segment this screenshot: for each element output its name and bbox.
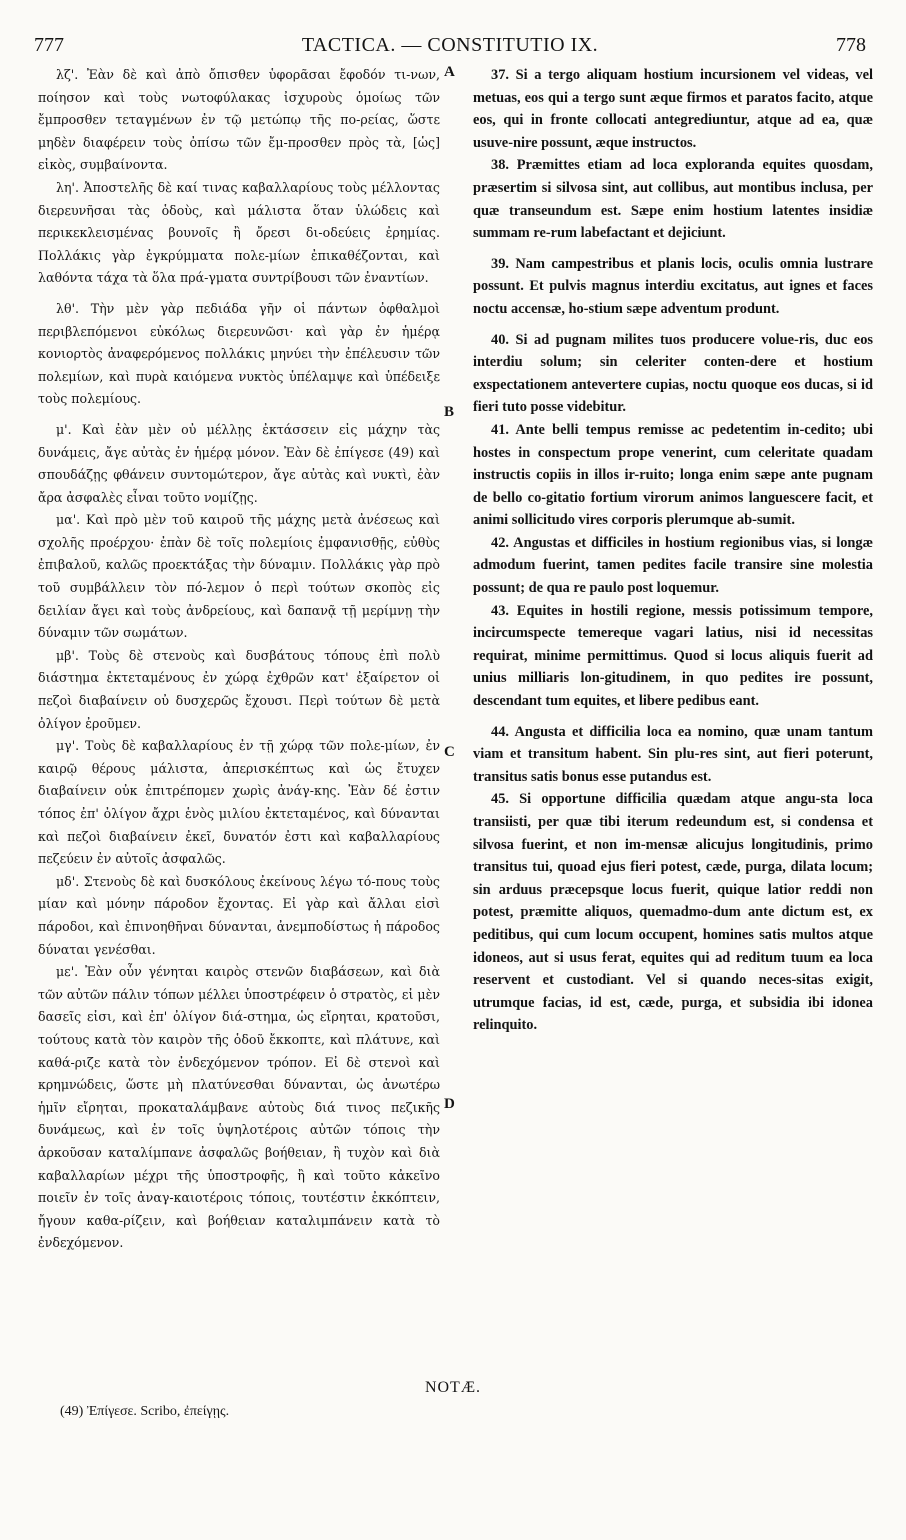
greek-paragraph-43: μγ'. Τοὺς δὲ καβαλλαρίους ἐν τῇ χώρᾳ τῶν πολε-μίων, ἐν καιρῷ θέρους μάλιστα, ἀπερισκέπτως καὶ ὡς ἔτυχεν διαβαίνειν οὐκ ἐπιτρέπομεν χωρὶς ἀνάγ-κης. Ἐὰν δέ ἐστιν τόπος ἐπ' ὀλίγον ἄχρι ἑνὸς μιλίου ἐκτεταμένος, καὶ δύνανται καὶ πεζοὶ διαβαίνειν ἐκεῖ, δυνατόν ἐστι καὶ καβαλλαρίους πεζεύειν ἐν αὐτοῖς ἀσφαλῶς. [38,738,440,867]
greek-paragraph-39: λθ'. Τὴν μὲν γὰρ πεδιάδα γῆν οἱ πάντων ὀφθαλμοὶ περιβλεπόμενοι εὐκόλως διερευνῶσι· καὶ γὰρ ἐν ἡμέρᾳ κονιορτὸς ἀναφερόμενος πολλάκις μηνύει τὴν ἐπέλευσιν τῶν πολεμίων, καὶ πυρὰ καιόμενα νυκτὸς ὑπέλαμψε καὶ ὑπέδειξε τοὺς πολεμίους. [38,300,440,407]
greek-paragraph-41: μα'. Καὶ πρὸ μὲν τοῦ καιροῦ τῆς μάχης μετὰ ἀνέσεως καὶ σχολῆς προέρχου· ἐπὰν δὲ τοῖς πολεμίοις ἐμφανισθῇς, εὐθὺς ἐπιβαλοῦ, καλῶς προεκτάξας τὴν δύναμιν. Πολλάκις γὰρ πρὸ τοῦ συμβάλλειν τὸν πό-λεμον ὁ περὶ τούτων σκοπὸς εἰς δειλίαν ἄγει καὶ τοὺς ἀνδρείους, καὶ δαπανᾷ τῇ μερίμνῃ τὴν δύναμιν τῶν σωμάτων. [38,512,440,641]
latin-paragraph-40: 40. Si ad pugnam milites tuos producere volue-ris, duc eos interdiu solum; sin celeriter conten-dere et hostium exspectationem antevertere cupias, noctu quoque eos ducas, si id fieri tuto posse videbitur. [473,331,873,416]
greek-paragraph-45: με'. Ἐὰν οὖν γένηται καιρὸς στενῶν διαβάσεων, καὶ διὰ τῶν αὐτῶν πάλιν τόπων μέλλει ὑποστρέφειν ὁ στρατὸς, εἰ μὲν δασεῖς εἰσι, καὶ ἐπ' ὀλίγον διά-στημα, ὡς εἴρηται, κρατοῦσι, τούτους κατὰ τὸν καιρὸν τῆς ὁδοῦ ἔκκοπτε, καὶ πλάτυνε, καὶ καθά-ριζε κατὰ τὸν ἐνδεχόμενον τρόπον. Εἰ δὲ στενοὶ καὶ κρημνώδεις, ὥστε μὴ πλατύνεσθαι δύνανται, ὡς ἀνωτέρω ἡμῖν εἴρηται, προκαταλάμβανε αὐτοὺς διά τινος πεζικῆς δυνάμεως, καὶ ἐν τοῖς ὑψηλοτέροις αὐτῶν τόποις τὴν ἀρκοῦσαν καταλίμπανε ἀσφαλῶς βοήθειαν, ἢ τυχὸν καὶ διὰ καβαλλαρίων μέχρι τῆς ὑποστροφῆς, ἢ καὶ τοῦτο κἀκεῖνο ποιεῖν ἐν τοῖς ἀναγ-καιοτέροις τόποις, τουτέστιν ἐκκόπτειν, ἤγουν καθα-ρίζειν, καὶ βοήθειαν καταλιμπάνειν κατὰ τὸ ἐνδεχόμενον. [38,964,440,1251]
latin-paragraph-38: 38. Præmittes etiam ad loca exploranda equites quosdam, præsertim si silvosa sint, aut collibus, aut montibus inclusa, per quæ transeundum est. Sæpe enim hostium latentes insidiæ summam re-rum labefactant et dejiciunt. [473,157,873,242]
margin-marker-a: A [444,64,455,80]
greek-paragraph-37: λζ'. Ἐὰν δὲ καὶ ἀπὸ ὄπισθεν ὑφορᾶσαι ἔφοδόν τι-νων, ποίησον καὶ τοὺς νωτοφύλακας ἰσχυροὺς ὁμοίως τῶν ἔμπροσθεν τεταγμένων ἐν τῷ μετώπῳ τῆς πο-ρείας, ὥστε μηδὲν διαφέρειν τοὺς ὀπίσω τῶν ἔμ-προσθεν πρὸς τὰ, [ὡς] εἰκὸς, συμβαίνοντα. [38,67,440,173]
latin-paragraph-45: 45. Si opportune difficilia quædam atque angu-sta loca transiisti, per quæ tibi iterum redeundum est, si condensa et silvosa fuerint, et non im-mensæ alicujus longitudinis, primo transitus tui, quoad ejus fieri potest, cæde, purga, dilata locum; sin arduus præcepsque locus fuerit, quique latior reddi non potest, præmitte aliquos, quemadmo-dum ante dictum est, ex peditibus, qui cum locum occupent, homines satis multos atque idoneos, aut si usus ferat, equites qui ad reditum tuum ea loca reservent et custodiant. Vel si quando neces-sitas exigit, utrumque facias, id est, cæde, purga, et subsidia ibi idonea relinquito. [473,791,873,1034]
greek-paragraph-40: μ'. Καὶ ἐὰν μὲν οὐ μέλλῃς ἐκτάσσειν εἰς μάχην τὰς δυνάμεις, ἄγε αὐτὰς ἐν ἡμέρᾳ μόνον. Ἐὰν δὲ ἐπίγεσε (49) καὶ σπουδάζῃς φθάνειν συντομώτερον, ἄγε αὐτὰς καὶ νυκτὶ, ἐὰν ἄρα ἀσφαλὲς εἶναι τοῦτο νομίζῃς. [38,421,440,505]
latin-paragraph-43: 43. Equites in hostili regione, messis potissimum tempore, incircumspecte temereque vagari latius, nisi id necessitas requirat, minime permittimus. Quod si locus aliquis fuerit ad unius milliaris lon-gitudinem, in quo pedites ire possunt, descendant tum equites, et libere pedibus eant. [473,602,873,710]
margin-marker-d: D [444,1096,455,1112]
running-title: TACTICA. — CONSTITUTIO IX. [301,34,599,56]
greek-paragraph-42: μβ'. Τοὺς δὲ στενοὺς καὶ δυσβάτους τόπους ἐπὶ πολὺ διάστημα ἐκτεταμένους ἐν χώρᾳ ἐχθρῶν κατ' ἐξαίρετον οἱ πεζοὶ διαβαίνειν οὐ δυσχερῶς ἔχουσι. Περὶ τούτων δὲ μετὰ ὀλίγον ἐροῦμεν. [38,647,440,731]
page-number-right: 778 [836,34,866,56]
greek-paragraph-44: μδ'. Στενοὺς δὲ καὶ δυσκόλους ἐκείνους λέγω τό-πους τοὺς μίαν καὶ μόνην πάροδον ἔχοντας. Εἰ γὰρ καὶ ἄλλαι εἰσὶ πάροδοι, καὶ ἐπινοηθῆναι δύνανται, ἀνεμποδίστως ἡ πάροδος δύναται γενέσθαι. [38,873,440,957]
greek-paragraph-38: λη'. Ἀποστελῆς δὲ καί τινας καβαλλαρίους τοὺς μέλλοντας διερευνῆσαι τὰς ὁδοὺς, καὶ μάλιστα ὅταν ὑλώδεις καὶ περικεκλεισμένας βουνοῖς ἢ ὄρεσι δι-οδεύεις ἐρημίας. Πολλάκις γὰρ ἐγκρύμματα πολε-μίων ἐπικαθέζονται, καὶ λαθόντα τάχα τὰ ὅλα πρά-γματα συντρίβουσι τῶν ἐναντίων. [38,179,440,286]
greek-column [38,64,440,1255]
latin-column [473,64,873,1037]
margin-marker-c: C [444,744,455,760]
latin-paragraph-42: 42. Angustas et difficiles in hostium regionibus vias, si longæ admodum fuerint, tamen pedites facile transire sine molestia possunt; de qua re paulo post loquemur. [473,534,873,597]
footnote: (49) Ἐπίγεσε. Scribo, ἐπείγῃς. [60,1404,230,1419]
latin-paragraph-37: 37. Si a tergo aliquam hostium incursionem vel videas, vel metuas, eos qui a tergo sunt æque firmos et paratos facito, atque eos, qui in fronte collocati antegrediuntur, atque ad ea, quæ usuve-nire possunt, æque instructos. [473,67,873,151]
page-number-left: 777 [34,34,64,56]
latin-paragraph-41: 41. Ante belli tempus remisse ac pedetentim in-cedito; ubi hostes in conspectum prope venerint, cum celeritate quadam instructis copiis in illos ir-ruito; longa enim sæpe ante pugnam de bello co-gitatio fortium virorum animos languescere facit, et animi sollicitudo vires corporis plerumque ab-sumit. [473,421,873,529]
latin-paragraph-39: 39. Nam campestribus et planis locis, oculis omnia lustrare possunt. Et pulvis magnus interdiu excitatus, aut ignes et faces noctu accensæ, ho-stium sæpe adventum produnt. [473,255,873,317]
page-header [34,34,866,60]
notes-heading: NOTÆ. [424,1379,482,1396]
margin-marker-b: B [444,404,455,420]
latin-paragraph-44: 44. Angusta et difficilia loca ea nomino, quæ unam tantum viam et transitum habent. Sin plu-res sint, aut fieri poterunt, transitus satis bonus esse putandus est. [473,723,873,785]
